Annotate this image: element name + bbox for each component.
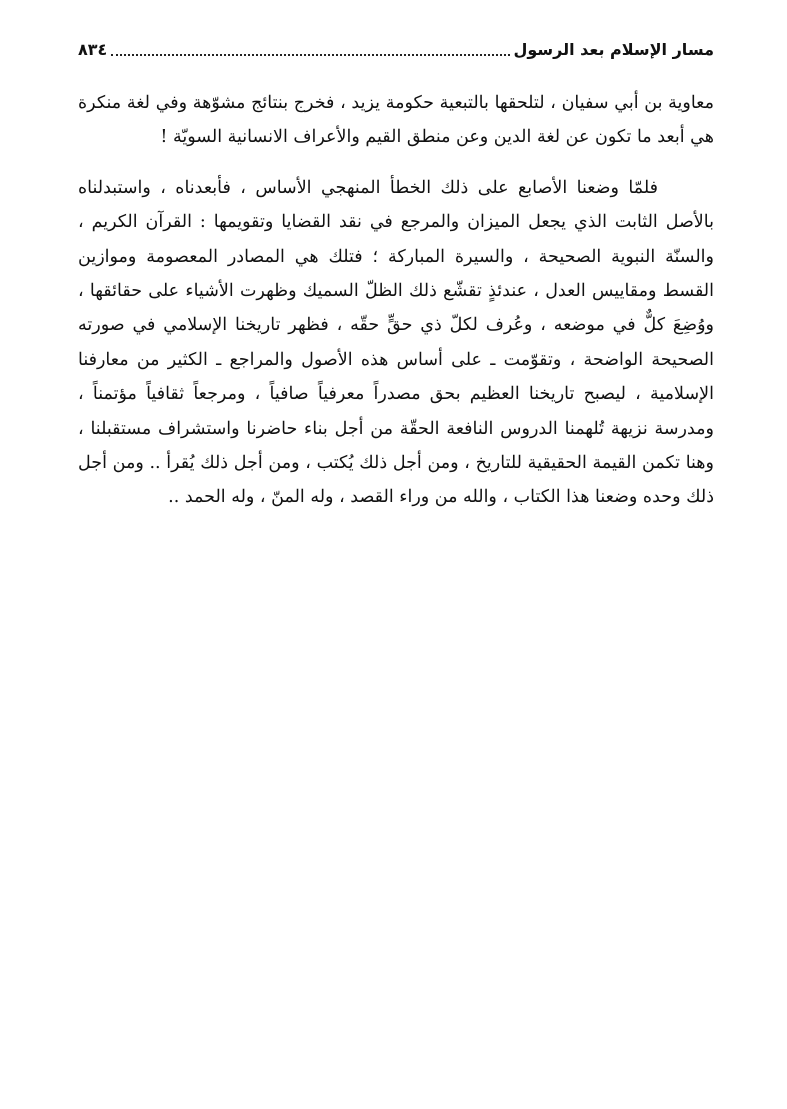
page-number: ٨٣٤ — [78, 40, 108, 59]
running-title: مسار الإسلام بعد الرسول — [513, 40, 714, 59]
paragraph-1: معاوية بن أبي سفيان ، لتلحقها بالتبعية حكومة يزيد ، فخرج بنتائج مشوّهة وفي لغة منكرة هي أبعد ما تكون عن لغة الدين وعن منطق القيم والأعراف الانسانية السويّة ! — [78, 93, 714, 148]
dotted-leader — [111, 54, 509, 56]
paragraph-2: فلمّا وضعنا الأصابع على ذلك الخطأ المنهجي الأساس ، فأبعدناه ، واستبدلناه بالأصل الثابت الذي يجعل الميزان والمرجع في نقد القضايا وتقويمها : القرآن الكريم ، والسنّة النبوية الصحيحة ، والسيرة المباركة ؛ فتلك هي المصادر المعصومة وموازين القسط ومقاييس العدل ، عندئذٍ تقشّع ذلك الظلّ السميك وظهرت الأشياء على حقائقها ، ووُضِعَ كلٌّ في موضعه ، وعُرف لكلّ ذي حقٍّ حقّه ، فظهر تاريخنا الإسلامي في صورته الصحيحة الواضحة ، وتقوّمت ـ على أساس هذه الأصول والمراجع ـ الكثير من معارفنا الإسلامية ، ليصبح تاريخنا العظيم بحق مصدراً معرفياً صافياً ، ومرجعاً ثقافياً مؤتمناً ، ومدرسة نزيهة تُلهمنا الدروس النافعة الحقّة من أجل بناء حاضرنا واستشراف مستقبلنا ، وهنا تكمن القيمة الحقيقية للتاريخ ، ومن أجل ذلك يُكتب ، ومن أجل ذلك يُقرأ .. ومن أجل ذلك وحده وضعنا هذا الكتاب ، والله من وراء القصد ، وله المنّ ، وله الحمد .. — [78, 177, 714, 508]
body-text — [78, 86, 714, 515]
page-header — [78, 30, 714, 60]
